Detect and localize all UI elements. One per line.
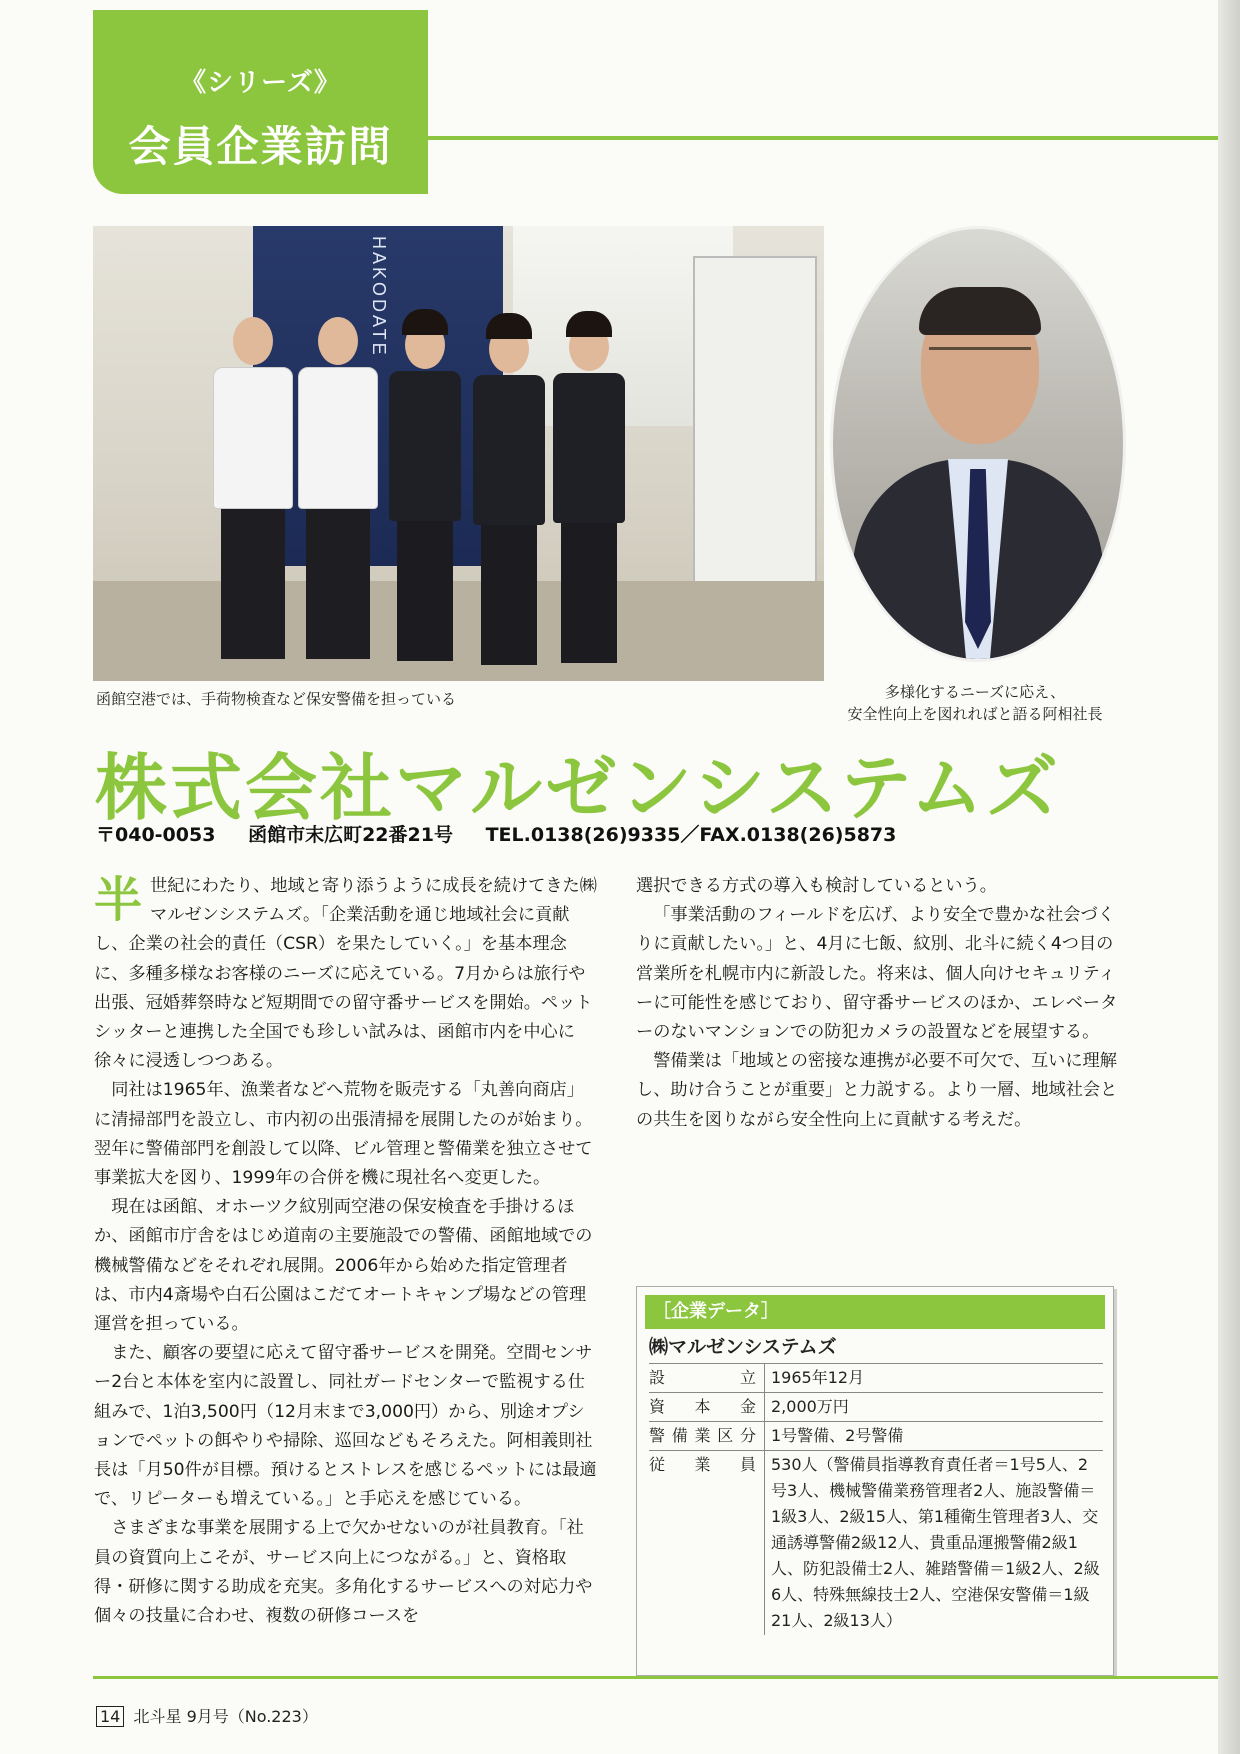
portrait-caption-line-2: 安全性向上を図れればと語る阿相社長 <box>847 705 1103 723</box>
data-row-security-class <box>649 1422 1103 1451</box>
postal-code: 〒040-0053 <box>96 824 216 846</box>
page-number: 14 <box>96 1706 124 1727</box>
tel-fax: TEL.0138(26)9335／FAX.0138(26)5873 <box>485 824 897 846</box>
article-paragraph-5: さまざまな事業を展開する上で欠かせないのが社員教育。「社員の資質向上こそが、サービス向上につながる。」と、資格取得・研修に関する助成を充実。多角化するサービスへの対応力や個々の技量に合わせ、複数の研修コースを <box>94 1518 593 1627</box>
photo-person-staff-1 <box>389 309 461 661</box>
photo-banner-text: HAKODATE <box>369 236 389 358</box>
portrait-caption <box>830 681 1120 725</box>
article-column-2 <box>636 872 1124 1135</box>
data-value: 530人（警備員指導教育責任者＝1号5人、2号3人、機械警備業務管理者2人、施設警備＝1級3人、2級15人、第1種衛生管理者3人、交通誘導警備2級12人、貴重品運搬警備2級1人、防犯設備士2人、雑踏警備＝1級2人、2級6人、特殊無線技士2人、空港保安警備＝1級21人、2級13人） <box>771 1455 1100 1630</box>
article-paragraph-4: また、顧客の要望に応えて留守番サービスを開発。空間センサー2台と本体を室内に設置し、同社ガードセンターで監視する仕組みで、1泊3,500円（12月末まで3,000円）から、別途オプションでペットの餌やりや掃除、巡回などもそろえた。阿相義則社長は「月50件が目標。預けるとストレスを感じるペットには最適で、リピーターも増えている。」と手応えを感じている。 <box>94 1343 597 1510</box>
photo-person-guard-2 <box>298 317 378 659</box>
data-row-employees <box>649 1451 1103 1635</box>
data-label: 警備業区分 <box>649 1422 765 1450</box>
page-edge-shadow <box>1218 0 1240 1754</box>
president-portrait-photo <box>830 226 1126 662</box>
article-paragraph-8: 警備業は「地域との密接な連携が必要不可欠で、互いに理解し、助け合うことが重要」と力説する。より一層、地域社会との共生を図りながら安全性向上に貢献する考えだ。 <box>636 1051 1118 1130</box>
issue-label: 9月号（No.223） <box>186 1707 318 1726</box>
magazine-name: 北斗星 <box>133 1707 182 1726</box>
article-paragraph-3: 現在は函館、オホーツク紋別両空港の保安検査を手掛けるほか、函館市庁舎をはじめ道南の主要施設での警備、函館地域での機械警備などをそれぞれ展開。2006年から始めた指定管理者は、市内4斎場や白石公園はこだてオートキャンプ場などの管理運営を担っている。 <box>94 1197 593 1335</box>
photo-person-staff-2 <box>473 313 545 665</box>
footer-rule <box>93 1676 1218 1679</box>
page-footer <box>96 1704 318 1727</box>
series-label: 《シリーズ》 <box>180 68 341 98</box>
portrait-caption-line-1: 多様化するニーズに応え、 <box>884 683 1066 701</box>
article-column-1 <box>94 872 599 1631</box>
header-rule <box>428 136 1218 140</box>
drop-cap: 半 <box>94 872 143 928</box>
company-contact <box>96 820 922 847</box>
photo-person-guard-1 <box>213 317 293 659</box>
company-data-box <box>636 1286 1114 1676</box>
data-row-capital <box>649 1393 1103 1422</box>
photo-person-staff-3 <box>553 311 625 663</box>
data-box-company: ㈱マルゼンシステムズ <box>649 1331 1103 1364</box>
article-paragraph-7: 「事業活動のフィールドを広げ、より安全で豊かな社会づくりに貢献したい。」と、4月に七飯、紋別、北斗に続く4つ目の営業所を札幌市内に新設した。将来は、個人向けセキュリティーに可能性を感じており、留守番サービスのほか、エレベーターのないマンションでの防犯カメラの設置などを展望する。 <box>636 905 1118 1043</box>
article-paragraph-1: 世紀にわたり、地域と寄り添うように成長を続けてきた㈱マルゼンシステムズ。「企業活動を通じ地域社会に貢献し、企業の社会的責任（CSR）を果たしていく。」を基本理念に、多種多様なお客様のニーズに応えている。7月からは旅行や出張、冠婚葬祭時など短期間での留守番サービスを開始。ペットシッターと連携した全国でも珍しい試みは、函館市内を中心に徐々に浸透しつつある。 <box>94 876 597 1072</box>
data-row-founded <box>649 1364 1103 1393</box>
airport-staff-photo <box>93 226 824 681</box>
article-paragraph-2: 同社は1965年、漁業者などへ荒物を販売する「丸善向商店」に清掃部門を設立し、市内初の出張清掃を展開したのが始まり。翌年に警備部門を創設して以降、ビル管理と警備業を独立させて事業拡大を図り、1999年の合併を機に現社名へ変更した。 <box>94 1080 593 1189</box>
series-header-tab <box>93 10 428 194</box>
main-photo-caption: 函館空港では、手荷物検査など保安警備を担っている <box>96 690 457 708</box>
data-box-heading: ［企業データ］ <box>645 1295 1105 1329</box>
series-title: 会員企業訪問 <box>128 122 393 171</box>
data-label: 従業員 <box>649 1451 765 1635</box>
article-paragraph-6: 選択できる方式の導入も検討しているという。 <box>636 876 997 896</box>
data-label: 資本金 <box>649 1393 765 1421</box>
data-label: 設立 <box>649 1364 765 1392</box>
company-name-title: 株式会社マルゼンシステムズ <box>95 746 1062 830</box>
address: 函館市末広町22番21号 <box>248 824 453 846</box>
data-value: 1965年12月 <box>771 1368 865 1387</box>
data-value: 1号警備、2号警備 <box>771 1426 904 1445</box>
data-value: 2,000万円 <box>771 1397 849 1416</box>
